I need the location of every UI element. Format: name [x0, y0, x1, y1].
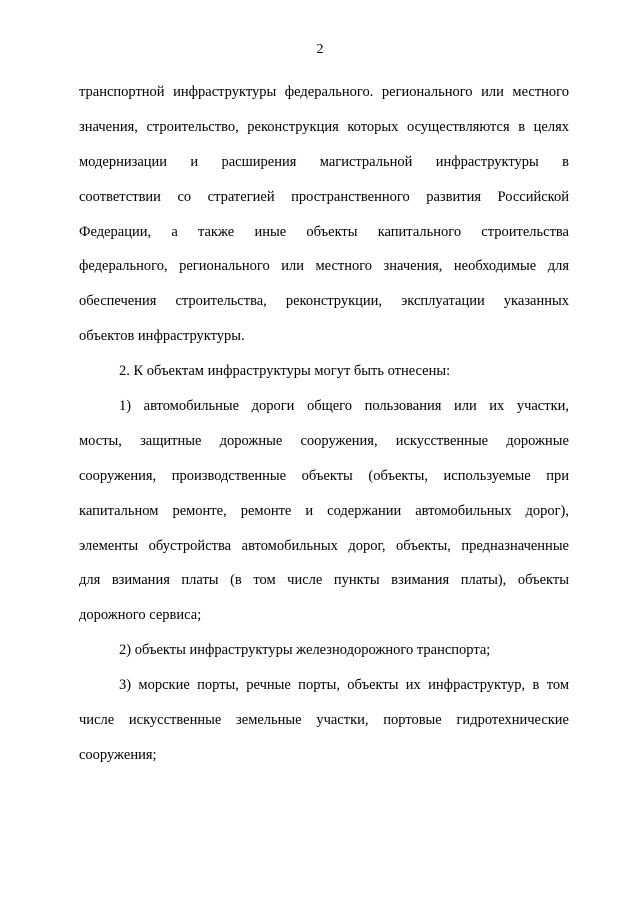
text-line: соответствии со стратегией пространственного развития Российской: [79, 188, 569, 205]
text-line: числе искусственные земельные участки, портовые гидротехнические: [79, 712, 569, 729]
text-line: сооружения, производственные объекты (объекты, используемые при: [79, 467, 569, 484]
text-line: объектов инфраструктуры.: [79, 328, 245, 345]
text-line: элементы обустройства автомобильных дорог, объекты, предназначенные: [79, 537, 569, 554]
text-line: сооружения;: [79, 746, 157, 763]
page-number: 2: [316, 42, 324, 57]
text-line: для взимания платы (в том числе пункты взимания платы), объекты: [79, 572, 569, 589]
text-line: капитальном ремонте, ремонте и содержании автомобильных дорог),: [79, 502, 569, 519]
text-line: значения, строительство, реконструкция которых осуществляются в целях: [79, 118, 569, 135]
text-line: дорожного сервиса;: [79, 607, 202, 624]
text-line: транспортной инфраструктуры федерального. регионального или местного: [79, 84, 569, 100]
text-line: 3) морские порты, речные порты, объекты их инфраструктур, в том: [119, 677, 569, 694]
text-line: 2. К объектам инфраструктуры могут быть отнесены:: [119, 363, 451, 380]
text-line: 2) объекты инфраструктуры железнодорожного транспорта;: [119, 642, 491, 659]
text-line: Федерации, а также иные объекты капитального строительства: [79, 223, 569, 240]
text-line: модернизации и расширения магистральной инфраструктуры в: [79, 153, 569, 170]
document-body: [79, 75, 569, 773]
text-line: обеспечения строительства, реконструкции, эксплуатации указанных: [79, 293, 569, 310]
text-line: мосты, защитные дорожные сооружения, искусственные дорожные: [79, 432, 569, 449]
text-line: федерального, регионального или местного значения, необходимые для: [79, 258, 569, 275]
text-line: 1) автомобильные дороги общего пользования или их участки,: [119, 398, 569, 415]
